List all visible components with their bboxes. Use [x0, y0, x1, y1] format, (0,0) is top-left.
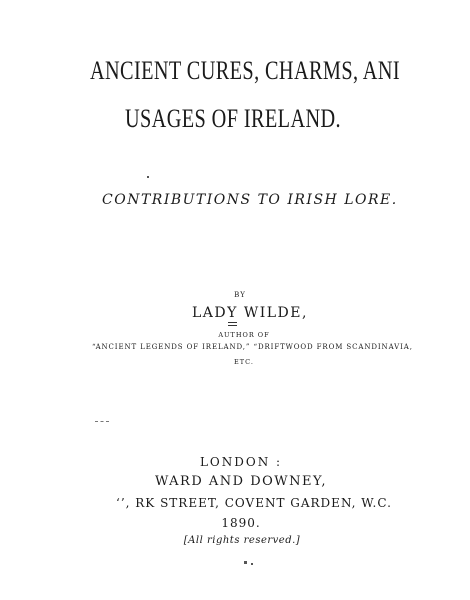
by-label: BY — [234, 291, 246, 299]
scan-speck — [244, 561, 247, 564]
imprint-year: 1890. — [221, 516, 261, 530]
imprint-publisher: WARD AND DOWNEY, — [154, 474, 328, 489]
author-of-label: AUTHOR OF — [218, 331, 270, 339]
scan-dash-mark — [95, 421, 109, 423]
book-subtitle: CONTRIBUTIONS TO IRISH LORE. — [102, 192, 398, 208]
imprint-city: LONDON : — [199, 455, 283, 469]
scan-speck — [251, 563, 253, 565]
book-title-line-2: USAGES OF IRELAND. — [124, 104, 342, 133]
book-title-line-1: ANCIENT CURES, CHARMS, ANI — [89, 56, 401, 85]
scan-speck — [147, 176, 149, 178]
previous-works: “ANCIENT LEGENDS OF IRELAND,” “DRIFTWOOD FROM SCANDINAVIA, — [92, 343, 413, 351]
author-name: LADY WILDE, — [192, 305, 308, 321]
imprint-address: ‘’, RK STREET, COVENT GARDEN, W.C. — [116, 496, 392, 510]
rights-notice: [All rights reserved.] — [183, 535, 301, 546]
etc-label: ETC. — [234, 358, 254, 366]
scan-mark — [228, 322, 237, 326]
